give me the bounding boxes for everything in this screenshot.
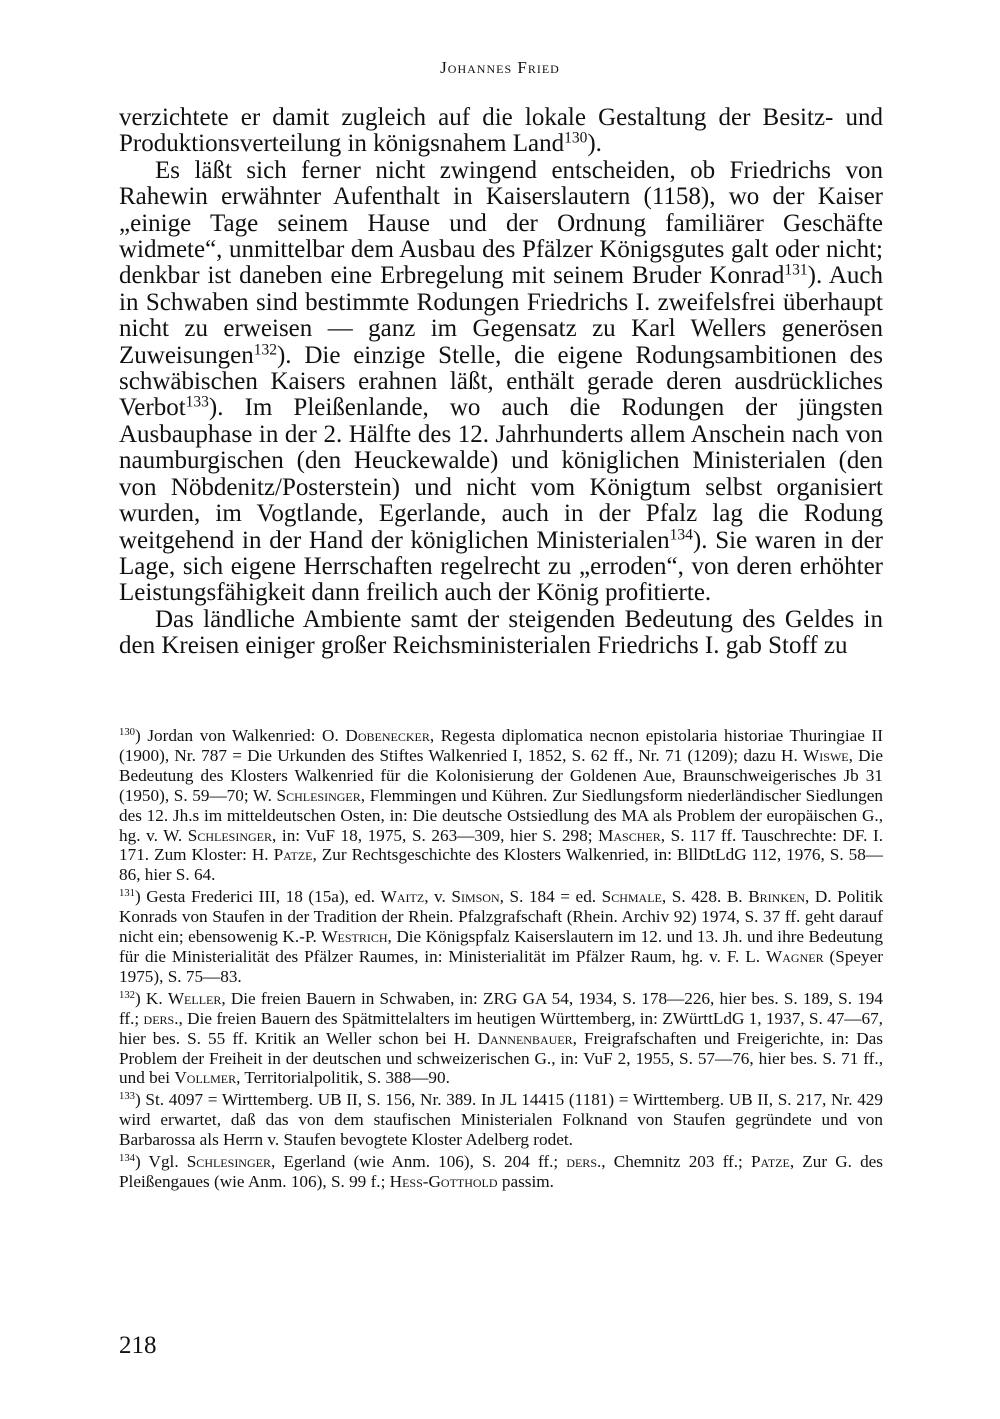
paragraph: [119, 105, 883, 158]
author-name: Brinken: [748, 887, 805, 907]
text-run: , in: VuF 18, 1975, S. 263—309, hier S. 298;: [272, 825, 599, 845]
footnote: [119, 1090, 883, 1150]
text-run: ).: [587, 130, 602, 158]
footnote: [119, 1152, 883, 1192]
author-name: Dannenbauer: [477, 1028, 573, 1048]
footnote-ref: 131: [119, 888, 135, 900]
footnote: [119, 989, 883, 1089]
author-name: Hess-Gotthold: [389, 1171, 498, 1191]
author-name: Westrich: [321, 927, 388, 947]
text-run: , Die freien Bauern in Schwaben, in: ZRG GA 54, 1934, S. 178—226, hier bes. S. 189, S. 194 ff.;: [119, 988, 883, 1028]
running-head: Johannes Fried: [440, 58, 560, 77]
text-run: , Territorialpolitik, S. 388—90.: [236, 1068, 450, 1088]
author-name: Vollmer: [174, 1068, 237, 1088]
main-text: [119, 105, 883, 660]
text-run: , Chemnitz 203 ff.;: [601, 1152, 751, 1172]
page-number: 218: [119, 1332, 157, 1359]
author-name: Mascher: [598, 825, 661, 845]
footnote-ref: 131: [784, 261, 808, 279]
author-name: Simson: [451, 887, 500, 907]
footnote: [119, 887, 883, 987]
text-run: , S. 117 ff. Tauschrechte: DF. I. 171. Zum Kloster: H.: [119, 825, 884, 865]
footnote-ref: 134: [119, 1153, 135, 1165]
text-run: ) K.: [134, 988, 168, 1008]
text-run: ) Gesta Frederici III, 18 (15a), ed.: [134, 887, 381, 907]
text-run: , v.: [424, 887, 452, 907]
footnotes: [119, 726, 883, 1194]
text-run: ) Vgl.: [134, 1152, 187, 1172]
text-run: , Egerland (wie Anm. 106), S. 204 ff.;: [270, 1152, 567, 1172]
author-name: Schlesinger: [276, 785, 361, 805]
text-run: verzichtete er damit zugleich auf die lokale Gestaltung der Besitz- und Produktionsverteilung in königsnahem Land: [119, 104, 883, 158]
author-name: Dobenecker: [345, 726, 430, 745]
author-name: Waitz: [380, 887, 425, 907]
text-run: ). Sie waren in der Lage, sich eigene Herrschaften regelrecht zu „erroden“, von deren erhöhter Leistungsfähigkeit dann freilich auch der König profitierte.: [119, 526, 883, 607]
author-name: Wagner: [766, 946, 824, 966]
text-run: , Flemmingen und Kühren. Zur Siedlungsform niederländischer Siedlungen des 12. Jh.s im mitteldeutschen Osten, in: Die deutsche Ostsiedlung des MA als Problem der europäischen G., hg. v. W.: [119, 785, 883, 845]
footnote: [119, 726, 883, 885]
footnote-ref: 134: [669, 525, 693, 543]
author-name: Patze: [750, 1152, 790, 1172]
footnote-ref: 130: [119, 727, 135, 739]
footnote-ref: 133: [185, 393, 209, 411]
author-name: Schlesinger: [186, 1152, 271, 1172]
author-name: Weller: [167, 988, 222, 1008]
text-run: , Zur Rechtsgeschichte des Klosters Walkenried, in: BllDtLdG 112, 1976, S. 58—86, hier S. 64.: [119, 845, 883, 885]
author-name: Wiswe: [803, 745, 849, 765]
text-run: Es läßt sich ferner nicht zwingend entscheiden, ob Friedrichs von Rahewin erwähnter Aufenthalt in Kaiserslautern (1158), wo der Kaiser „einige Tage seinem Hause und der Ordnung familiärer Geschäfte widmete“, unmittelbar dem Ausbau des Pfälzer Königsgutes galt oder nicht; denkbar ist daneben eine Erbregelung mit seinem Bruder Konrad: [119, 156, 883, 290]
text-run: ). Die einzige Stelle, die eigene Rodungsambitionen des schwäbischen Kaisers erahnen läßt, enthält gerade deren ausdrückliches Verbot: [119, 341, 883, 422]
text-run: , Die Königspfalz Kaiserslautern im 12. und 13. Jh. und ihre Bedeutung für die Ministerialität des Pfälzer Raumes, in: Ministerialität im Pfälzer Raum, hg. v. F. L.: [119, 927, 883, 966]
author-name: ders.: [566, 1152, 602, 1172]
footnote-ref: 132: [119, 989, 135, 1001]
text-run: , Die Bedeutung des Klosters Walkenried für die Kolonisierung der Goldenen Aue, Braunschweigerisches Jb 31 (1950), S. 59—70; W.: [119, 745, 883, 805]
text-run: , Freigrafschaften und Freigerichte, in: Das Problem der Freiheit in der deutschen und schweizerischen G., in: VuF 2, 1955, S. 57—76, hier bes. S. 71 ff., und bei: [119, 1028, 883, 1088]
text-run: , S. 184 = ed.: [499, 887, 602, 907]
paragraph: [119, 607, 883, 660]
footnote-ref: 132: [253, 341, 277, 359]
text-run: Das ländliche Ambiente samt der steigenden Bedeutung des Geldes in den Kreisen einiger großer Reichsministerialen Friedrichs I. gab Stoff zu: [119, 605, 883, 660]
footnote-ref: 130: [564, 129, 588, 147]
text-run: ) Jordan von Walkenried: O.: [134, 726, 346, 745]
text-run: , S. 428. B.: [661, 887, 749, 907]
text-run: , Regesta diplomatica necnon epistolaria historiae Thuringiae II (1900), Nr. 787 = Die Urkunden des Stiftes Walkenried I, 1852, S. 62 ff., Nr. 71 (1209); dazu H.: [119, 726, 883, 765]
text-run: , D. Politik Konrads von Staufen in der Tradition der Rhein. Pfalzgrafschaft (Rhein. Archiv 92) 1974, S. 37 ff. geht darauf nicht ein; ebensowenig K.-P.: [119, 887, 883, 947]
text-run: ). Im Pleißenlande, wo auch die Rodungen der jüngsten Ausbauphase in der 2. Hälfte des 12. Jahrhunderts allem Anschein nach von naumburgischen (den Heuckewalde) und königlichen Ministerialen (den von Nöbdenitz/Posterstein) und nicht vom Königtum selbst organisiert wurden, im Vogtlande, Egerlande, auch in der Pfalz lag die Rodung weitgehend in der Hand der königlichen Ministerialen: [119, 394, 883, 554]
author-name: Patze: [273, 845, 313, 865]
text-run: passim.: [497, 1171, 554, 1191]
text-run: , Die freien Bauern des Spätmittelalters im heutigen Württemberg, in: ZWürttLdG 1, 1937, S. 47—67, hier bes. S. 55 ff. Kritik an Weller schon bei H.: [119, 1008, 883, 1048]
text-run: ). Auch in Schwaben sind bestimmte Rodungen Friedrichs I. zweifelsfrei überhaupt nicht zu erweisen — ganz im Gegensatz zu Karl Wellers generösen Zuweisungen: [119, 262, 883, 369]
footnote-ref: 133: [119, 1091, 135, 1103]
paragraph: [119, 158, 883, 607]
author-name: ders.: [143, 1008, 179, 1028]
author-name: Schlesinger: [187, 825, 272, 845]
text-run: ) St. 4097 = Wirttemberg. UB II, S. 156, Nr. 389. In JL 14415 (1181) = Wirttemberg. UB II, S. 217, Nr. 429 wird erwartet, daß das von dem staufischen Ministerialen Folknand von Staufen gegründete und von Barbarossa als Herrn v. Staufen bevogtete Kloster Adelberg rodet.: [119, 1090, 883, 1150]
author-name: Schmale: [601, 887, 662, 907]
text-run: (Speyer 1975), S. 75—83.: [119, 946, 883, 986]
text-run: , Zur G. des Pleißengaues (wie Anm. 106), S. 99 f.;: [119, 1152, 883, 1191]
